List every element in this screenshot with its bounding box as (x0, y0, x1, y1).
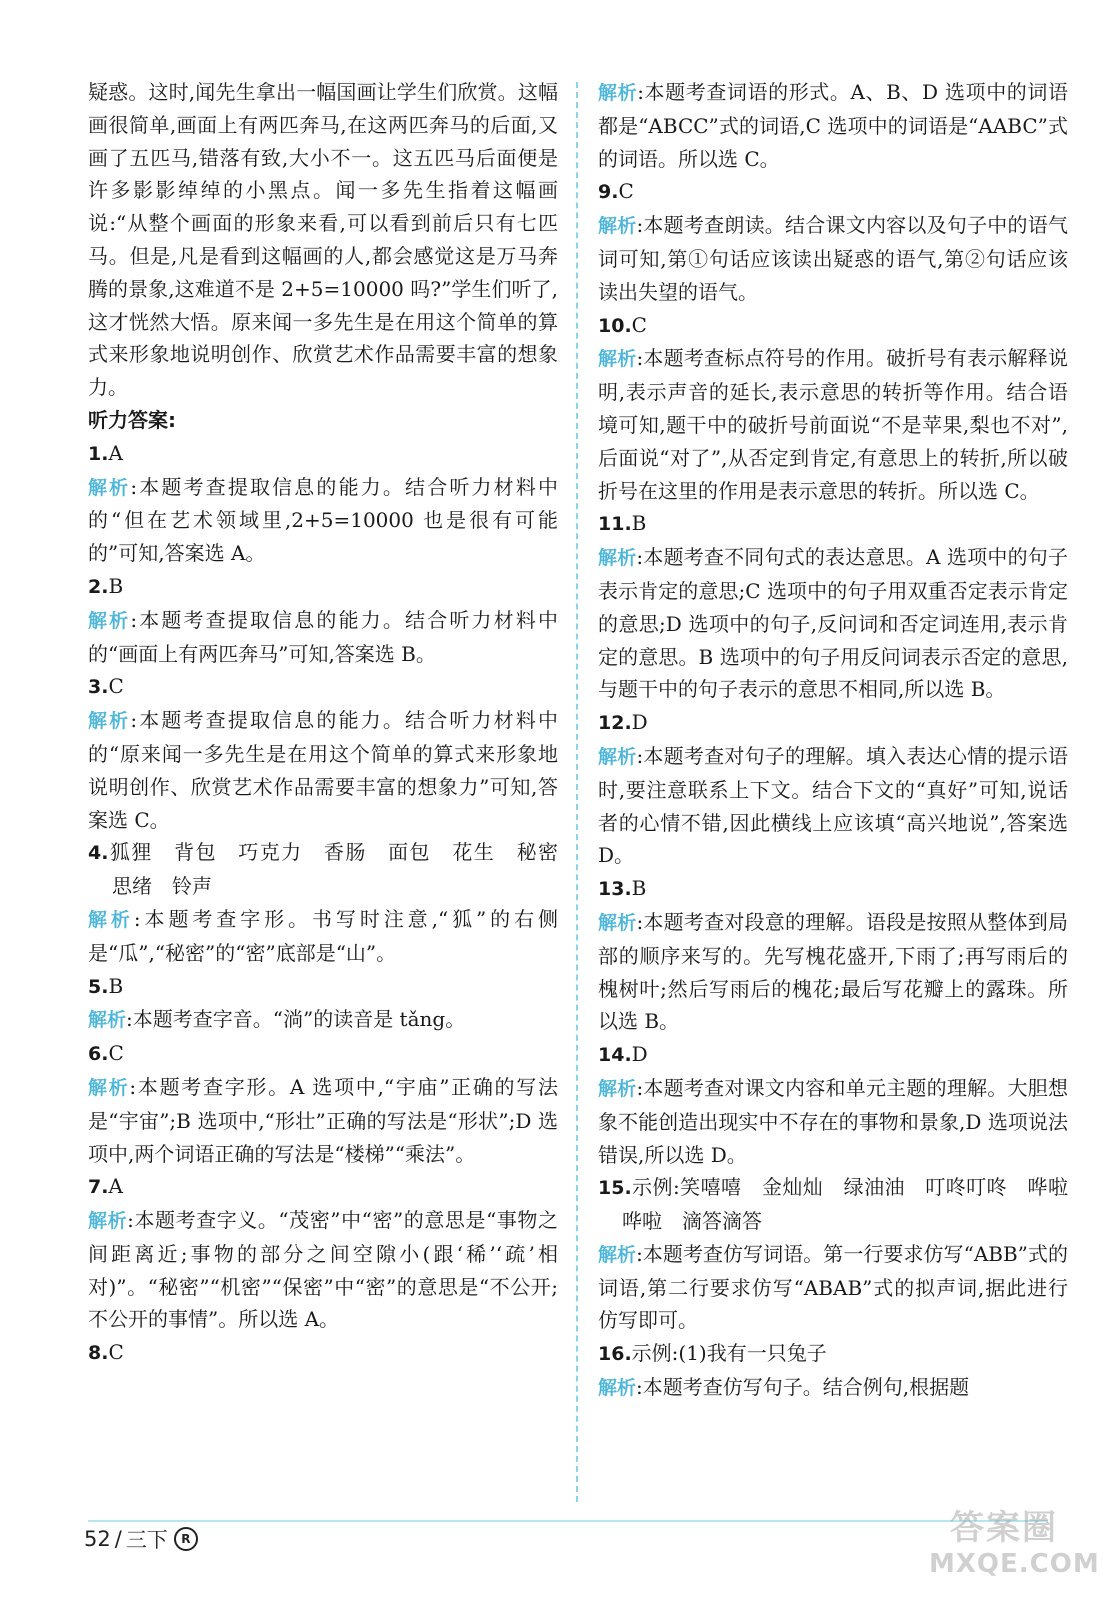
item-answer: C (618, 179, 634, 204)
item-number: 13. (598, 878, 632, 901)
analysis-tag: 解析 (598, 1243, 637, 1266)
analysis-tag: 解析 (598, 348, 637, 371)
page-footer (84, 1524, 198, 1554)
item-answer: B (108, 573, 124, 598)
item-number: 10. (598, 314, 632, 337)
column-divider (576, 82, 578, 1502)
item-number: 7. (88, 1176, 109, 1199)
analysis-tag: 解析 (598, 1377, 637, 1400)
analysis-text: :本题考查提取信息的能力。结合听力材料中的“但在艺术领域里,2+5=10000 也是很有可能的”可知,答案选 A。 (88, 474, 558, 566)
analysis-text: :本题考查标点符号的作用。破折号有表示解释说明,表示声音的延长,表示意思的转折等作用。结合语境可知,题干中的破折号前面说“不是苹果,梨也不对”,后面说“对了”,从否定到肯定,有意思上的转折,所以破折号在这里的作用是表示意思的转折。所以选 C。 (598, 346, 1068, 503)
analysis-text: :本题考查朗读。结合课文内容以及句子中的语气词可知,第①句话应该读出疑惑的语气,第②句话应该读出失望的语气。 (598, 213, 1068, 304)
analysis-text: :本题考查提取信息的能力。结合听力材料中的“原来闻一多先生是在用这个简单的算式来形象地说明创作、欣赏艺术作品需要丰富的想象力”可知,答案选 C。 (88, 708, 558, 832)
page-number: 52 (84, 1527, 111, 1551)
answer-item (88, 970, 558, 1038)
item-answer: C (108, 1340, 124, 1365)
item-number: 16. (598, 1343, 632, 1366)
item-number: 2. (88, 575, 109, 598)
item-answer: D (631, 710, 648, 735)
answer-item (598, 1337, 1068, 1405)
watermark-logo (929, 1500, 1100, 1590)
item-answer: 狐狸 背包 巧克力 香肠 面包 花生 秘密 思绪 铃声 (108, 840, 578, 899)
answer-item (88, 670, 558, 836)
intro-paragraph: 疑惑。这时,闻先生拿出一幅国画让学生们欣赏。这幅画很简单,画面上有两匹奔马,在这两匹奔马的后面,又画了五匹马,错落有致,大小不一。这五匹马后面便是许多影影绰绰的小黑点。闻一多先生指着这幅画说:“从整个画面的形象来看,可以看到前后只有七匹马。但是,凡是看到这幅画的人,都会感觉这是万马奔腾的景象,这难道不是 2+5=10000 吗?”学生们听了,这才恍然大悟。原来闻一多先生是在用这个简单的算式来形象地说明创作、欣赏艺术作品需要丰富的想象力。 (88, 80, 558, 400)
grade-label: 三下 (125, 1528, 168, 1552)
analysis-tag: 解析 (88, 908, 134, 931)
answer-item (598, 872, 1068, 1038)
analysis-tag: 解析 (598, 215, 637, 238)
analysis-text: :本题考查字音。“淌”的读音是 tǎng。 (126, 1007, 466, 1032)
analysis-text: :本题考查对课文内容和单元主题的理解。大胆想象不能创造出现实中不存在的事物和景象,D 选项说法错误,所以选 D。 (598, 1075, 1068, 1167)
analysis-text: :本题考查仿写句子。结合例句,根据题 (636, 1375, 970, 1400)
answer-item (598, 706, 1068, 872)
answer-item (88, 570, 558, 670)
analysis-tag: 解析 (88, 609, 131, 632)
item-answer: B (631, 876, 647, 901)
answer-item (88, 836, 578, 969)
analysis-tag: 解析 (88, 1076, 130, 1099)
footer-rule (88, 1520, 1048, 1522)
item-number: 1. (88, 442, 109, 465)
footer-separator: / (114, 1527, 122, 1551)
item-number: 6. (88, 1043, 109, 1066)
item-answer: D (631, 1042, 648, 1067)
item-number: 5. (88, 975, 109, 998)
right-column (598, 76, 1068, 1405)
analysis-text: :本题考查字义。“茂密”中“密”的意思是“事物之间距离近;事物的部分之间空隙小(跟‘稀’‘疏’相对)”。“秘密”“机密”“保密”中“密”的意思是“不公开;不公开的事情”。所以选 A。 (88, 1208, 558, 1332)
analysis-text: :本题考查对段意的理解。语段是按照从整体到局部的顺序来写的。先写槐花盛开,下雨了;再写雨后的槐树叶;然后写雨后的槐花;最后写花瓣上的露珠。所以选 B。 (598, 909, 1068, 1034)
analysis-tag: 解析 (88, 476, 131, 499)
analysis-text: :本题考查仿写词语。第一行要求仿写“ABB”式的词语,第二行要求仿写“ABAB”式的拟声词,据此进行仿写即可。 (598, 1241, 1068, 1333)
analysis-text: :本题考查词语的形式。A、B、D 选项中的词语都是“ABCC”式的词语,C 选项中的词语是“AABC”式的词语。所以选 C。 (598, 80, 1068, 171)
analysis-tag: 解析 (598, 1077, 637, 1100)
answer-item (88, 1170, 558, 1336)
analysis-text: :本题考查字形。A 选项中,“宇庙”正确的写法是“宇宙”;B 选项中,“形壮”正确的写法是“形状”;D 选项中,两个词语正确的写法是“楼梯”“乘法”。 (88, 1074, 558, 1166)
listening-answers-heading: 听力答案: (88, 407, 176, 432)
answer-item (88, 437, 558, 570)
item-answer: C (108, 674, 124, 699)
item-answer: A (108, 440, 123, 465)
answer-item (598, 1171, 1068, 1337)
answer-item (598, 309, 1068, 508)
analysis-text: :本题考查对句子的理解。填入表达心情的提示语时,要注意联系上下文。结合下文的“真好”可知,说话者的心情不错,因此横线上应该填“高兴地说”,答案选 D。 (598, 743, 1068, 868)
item-number: 4. (88, 842, 109, 865)
answer-item (598, 175, 1068, 308)
item-number: 8. (88, 1342, 109, 1365)
item-number: 9. (598, 181, 619, 204)
item-answer: 示例:(1)我有一只兔子 (631, 1341, 827, 1366)
answer-item (88, 1336, 558, 1370)
analysis-tag: 解析 (88, 1009, 127, 1032)
left-column (88, 76, 578, 1370)
item-answer: C (631, 312, 647, 337)
analysis-tag: 解析 (88, 710, 131, 733)
edition-badge-icon: R (174, 1527, 198, 1551)
item-number: 3. (88, 676, 109, 699)
answer-item (598, 1038, 1068, 1171)
answer-item (88, 1037, 558, 1170)
item-number: 14. (598, 1044, 632, 1067)
answer-item-8-analysis (598, 76, 1068, 175)
analysis-tag: 解析 (88, 1210, 128, 1233)
analysis-tag: 解析 (598, 911, 637, 934)
item-number: 12. (598, 712, 632, 735)
analysis-text: :本题考查字形。书写时注意,“狐”的右侧是“瓜”,“秘密”的“密”底部是“山”。 (88, 906, 558, 965)
analysis-tag: 解析 (598, 745, 637, 768)
item-number: 15. (598, 1177, 632, 1200)
answer-item (598, 507, 1068, 706)
analysis-text: :本题考查不同句式的表达意思。A 选项中的句子表示肯定的意思;C 选项中的句子用双重否定表示肯定的意思;D 选项中的句子,反问词和否定词连用,表示肯定的意思。B 选项中的句子用反问词表示否定的意思,与题干中的句子表示的意思不相同,所以选 B。 (598, 545, 1068, 702)
analysis-text: :本题考查提取信息的能力。结合听力材料中的“画面上有两匹奔马”可知,答案选 B。 (88, 607, 558, 666)
item-answer: B (631, 511, 647, 536)
watermark-url: MXQE.COM (929, 1549, 1100, 1579)
item-answer: C (108, 1041, 124, 1066)
item-answer: 示例:笑嘻嘻 金灿灿 绿油油 叮咚叮咚 哗啦哗啦 滴答滴答 (622, 1175, 1068, 1234)
analysis-tag: 解析 (598, 82, 638, 104)
item-number: 11. (598, 513, 632, 536)
item-answer: A (108, 1174, 123, 1199)
watermark-title: 答案圈 (950, 1508, 1058, 1548)
analysis-tag: 解析 (598, 547, 637, 570)
item-answer: B (108, 973, 124, 998)
